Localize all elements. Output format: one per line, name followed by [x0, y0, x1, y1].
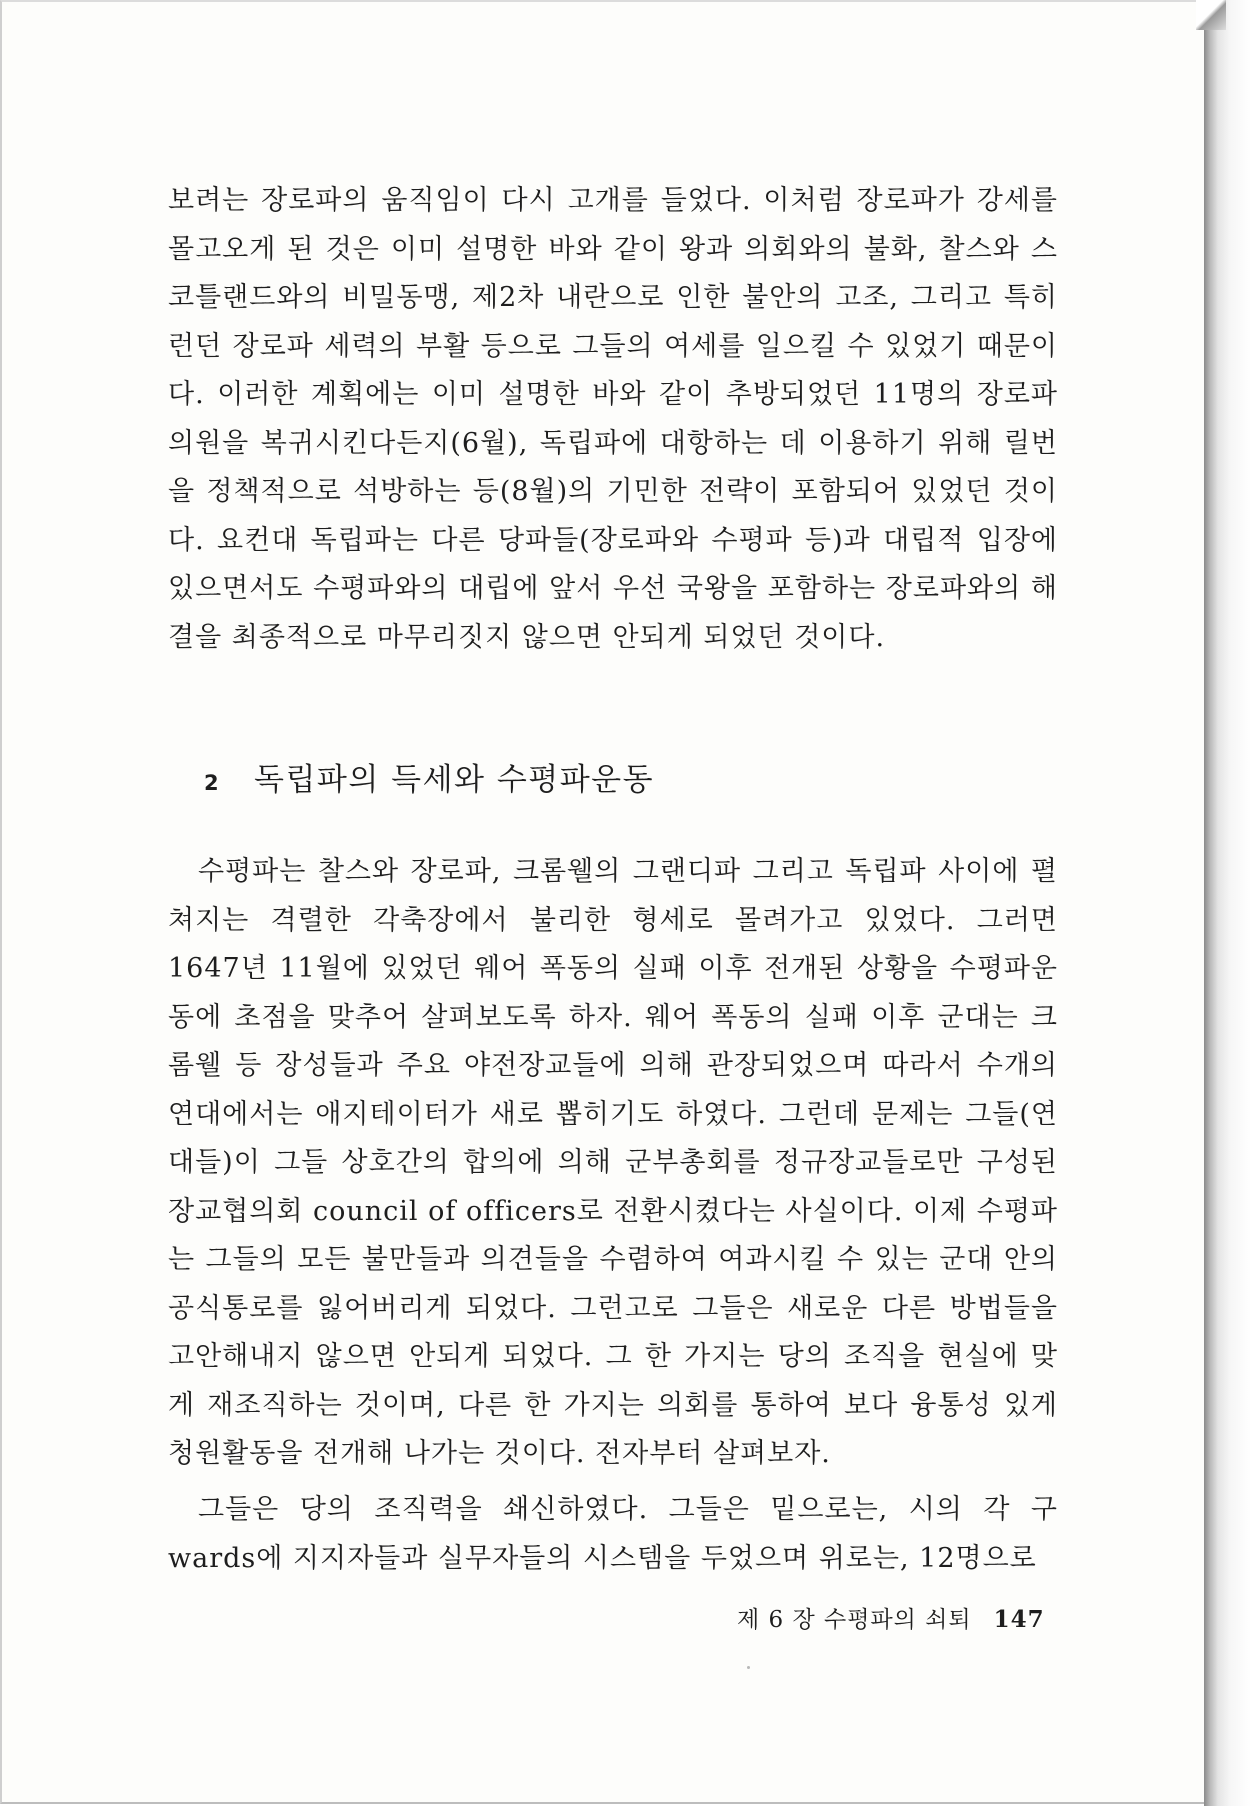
section-number: 2 [204, 771, 221, 795]
paragraph-2: 수평파는 찰스와 장로파, 크롬웰의 그랜디파 그리고 독립파 사이에 펼쳐지는 격렬한 각축장에서 불리한 형세로 몰려가고 있었다. 그러면 1647년 11월에 있었던 웨어 폭동의 실패 이후 전개된 상황을 수평파운동에 초점을 맞추어 살펴보도록 하자. 웨어 폭동의 실패 이후 군대는 크롬웰 등 장성들과 주요 야전장교들에 의해 관장되었으며 따라서 수개의 연대에서는 애지테이터가 새로 뽑히기도 하였다. 그런데 문제는 그들(연대들)이 그들 상호간의 합의에 의해 군부총회를 정규장교들로만 구성된 장교협의회 council of officers로 전환시켰다는 사실이다. 이제 수평파는 그들의 모든 불만들과 의견들을 수렴하여 여과시킬 수 있는 군대 안의 공식통로를 잃어버리게 되었다. 그런고로 그들은 새로운 다른 방법들을 고안해내지 않으면 안되게 되었다. 그 한 가지는 당의 조직을 현실에 맞게 재조직하는 것이며, 다른 한 가지는 의회를 통하여 보다 융통성 있게 청원활동을 전개해 나가는 것이다. 전자부터 살펴보자. [168, 856, 1058, 1469]
chapter-label: 제 6 장 수평파의 쇠퇴 [737, 1607, 972, 1633]
page-number: 147 [993, 1606, 1045, 1633]
page-corner-fold [1196, 0, 1226, 30]
page-edge-shadow [1204, 0, 1251, 1806]
running-footer [737, 1601, 1045, 1634]
paragraph-1: 보려는 장로파의 움직임이 다시 고개를 들었다. 이처럼 장로파가 강세를 몰고오게 된 것은 이미 설명한 바와 같이 왕과 의회와의 불화, 찰스와 스코틀랜드와의 비밀동맹, 제2차 내란으로 인한 불안의 고조, 그리고 특히 런던 장로파 세력의 부활 등으로 그들의 여세를 일으킬 수 있었기 때문이다. 이러한 계획에는 이미 설명한 바와 같이 추방되었던 11명의 장로파 의원을 복귀시킨다든지(6월), 독립파에 대항하는 데 이용하기 위해 릴번을 정책적으로 석방하는 등(8월)의 기민한 전략이 포함되어 있었던 것이다. 요컨대 독립파는 다른 당파들(장로파와 수평파 등)과 대립적 입장에 있으면서도 수평파와의 대립에 앞서 우선 국왕을 포함하는 장로파와의 해결을 최종적으로 마무리짓지 않으면 안되게 되었던 것이다. [168, 185, 1058, 653]
scan-speck [747, 1666, 750, 1669]
section-heading [204, 754, 654, 799]
paragraph-3: 그들은 당의 조직력을 쇄신하였다. 그들은 밑으로는, 시의 각 구 wards에 지지자들과 실무자들의 시스템을 두었으며 위로는, 12명으로 [168, 1494, 1058, 1574]
section-title: 독립파의 득세와 수평파운동 [254, 762, 655, 798]
